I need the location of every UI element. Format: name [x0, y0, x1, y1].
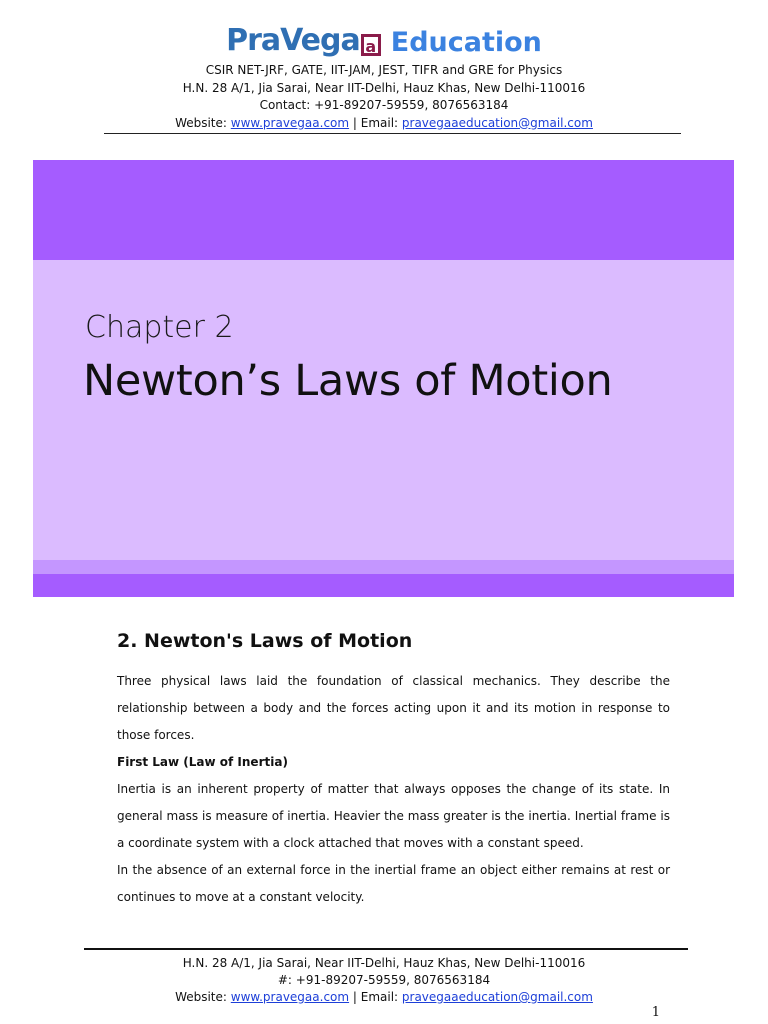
footer-address: H.N. 28 A/1, Jia Sarai, Near IIT-Delhi, Hauz Khas, New Delhi-110016 — [182, 956, 586, 970]
header-tagline: CSIR NET-JRF, GATE, IIT-JAM, JEST, TIFR and GRE for Physics — [205, 63, 563, 77]
chapter-label: Chapter 2 — [85, 310, 234, 345]
footer-email-link[interactable]: pravegaaeducation@gmail.com — [401, 990, 593, 1004]
footer-phone: #: +91-89207-59559, 8076563184 — [277, 973, 491, 987]
logo-brand-box-letter: a — [361, 34, 381, 56]
banner-top-band — [33, 160, 734, 260]
page-footer — [0, 955, 768, 1006]
first-law-heading: First Law (Law of Inertia) — [117, 755, 288, 769]
chapter-title: Newton’s Laws of Motion — [83, 356, 613, 406]
header-contact: Contact: +91-89207-59559, 8076563184 — [259, 98, 509, 112]
page-header — [0, 12, 768, 132]
footer-divider — [84, 948, 688, 950]
chapter-banner — [33, 160, 734, 597]
logo-education-text: Education — [390, 27, 542, 58]
header-website-link[interactable]: www.pravegaa.com — [230, 115, 350, 130]
banner-light-band — [33, 560, 734, 574]
header-email-link[interactable]: pravegaaeducation@gmail.com — [401, 115, 593, 130]
footer-website-link[interactable]: www.pravegaa.com — [230, 990, 350, 1004]
footer-email-label: | Email: — [349, 990, 402, 1004]
logo-brand-text: PraVega — [226, 23, 360, 58]
page-number: 1 — [651, 1005, 660, 1020]
inertia-paragraph: Inertia is an inherent property of matter that always opposes the change of its state. In general mass is measure of inertia. Heavier the mass greater is the inertia. Inertial frame is a coordinate system with a clock attached that moves with a constant speed. — [117, 782, 670, 850]
header-website-label: Website: — [175, 115, 231, 130]
header-email-label: | Email: — [349, 115, 402, 130]
banner-bottom-band — [33, 574, 734, 597]
header-web-email — [0, 115, 768, 133]
footer-web-email — [0, 989, 768, 1006]
footer-website-label: Website: — [175, 990, 231, 1004]
logo — [226, 12, 542, 56]
first-law-paragraph: In the absence of an external force in the inertial frame an object either remains at rest or continues to move at a constant velocity. — [117, 863, 670, 904]
header-address: H.N. 28 A/1, Jia Sarai, Near IIT-Delhi, Hauz Khas, New Delhi-110016 — [182, 80, 586, 95]
intro-paragraph: Three physical laws laid the foundation of classical mechanics. They describe the relationship between a body and the forces acting upon it and its motion in response to those forces. — [117, 674, 670, 742]
main-content — [117, 630, 670, 911]
section-heading: 2. Newton's Laws of Motion — [117, 630, 413, 652]
header-divider — [104, 133, 681, 134]
